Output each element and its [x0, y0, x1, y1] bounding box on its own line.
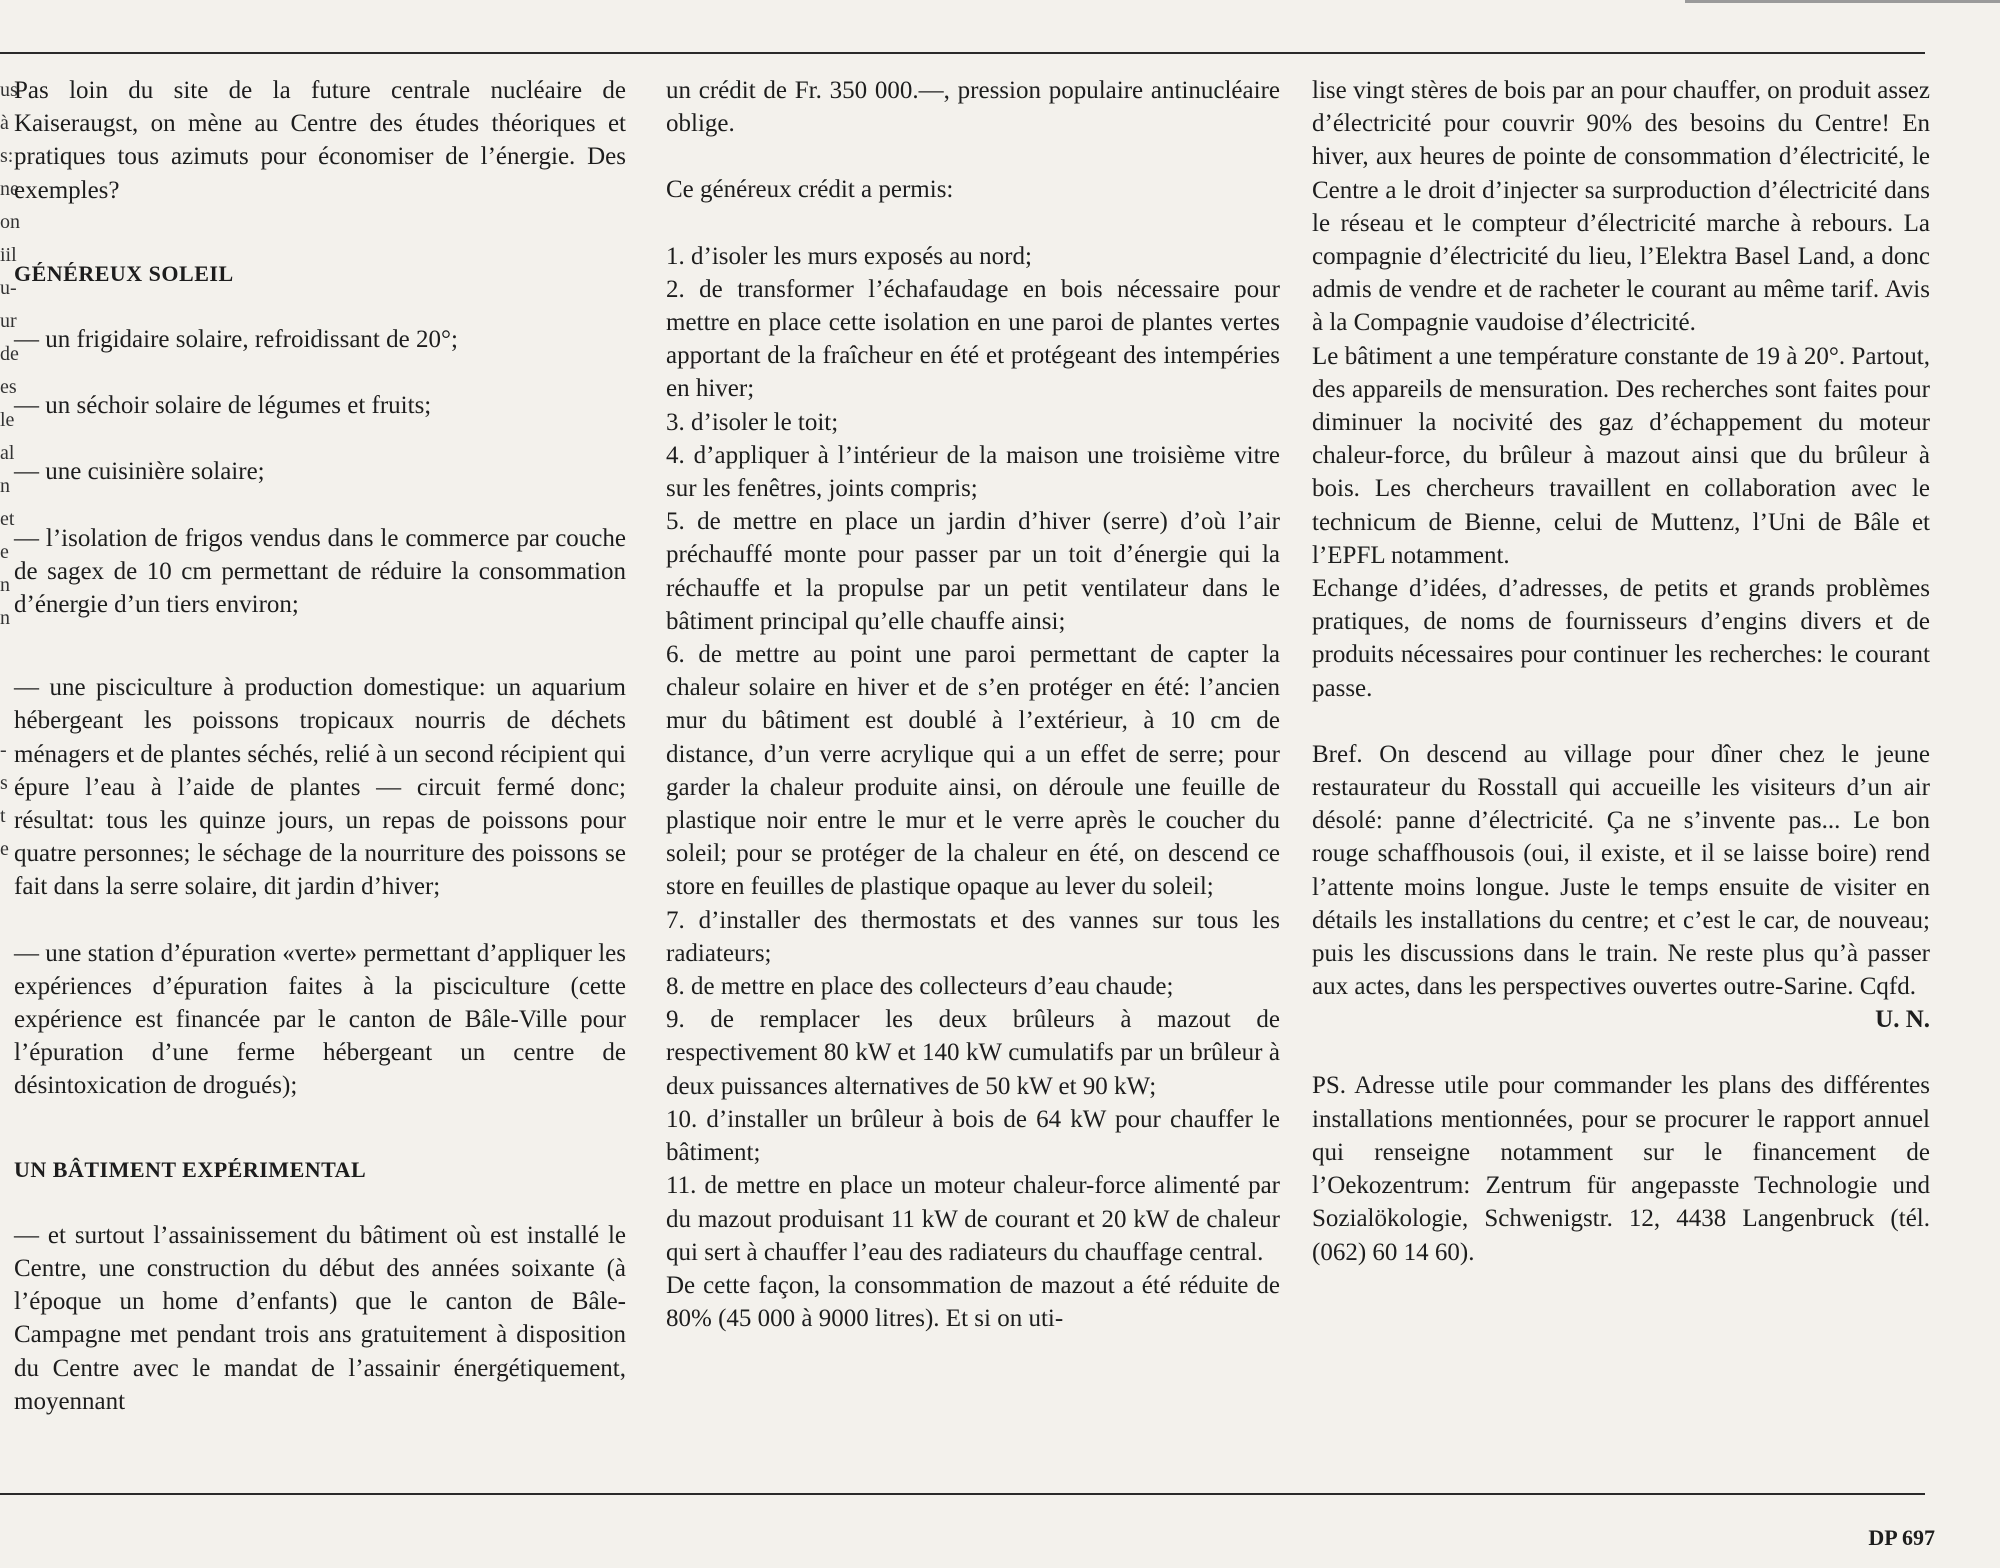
credit-intro: Ce généreux crédit a permis: — [666, 176, 954, 204]
margin-fragment: le — [0, 409, 15, 431]
credit-paragraph: un crédit de Fr. 350 000.—, pression populaire antinucléaire oblige. — [666, 77, 1280, 138]
numbered-item: 1. d’isoler les murs exposés au nord; — [666, 242, 1032, 270]
ps-paragraph: PS. Adresse utile pour commander les plans des différentes installations mentionnées, pour se procurer le rapport annuel qui renseigne notamment sur le financement de l’Oekozentrum: Zentrum für angepasste Technologie und Sozialökologie, Schwenigstr. 12, 4438 Langenbruck (tél. (062) 60 14 60). — [1312, 1072, 1930, 1266]
numbered-item: 5. de mettre en place un jardin d’hiver (serre) d’où l’air préchauffé monte pour passer par un toit d’énergie qui la réchauffe et la propulse par un petit ventilateur dans le bâtiment principal qu’elle chauffe ainsi; — [666, 508, 1280, 635]
temperature-paragraph: Le bâtiment a une température constante de 19 à 20°. Partout, des appareils de mensuration. Des recherches sont faites pour diminuer la nocivité des gaz d’échappement du moteur chaleur-force, du brûleur à mazout ainsi que du brûleur à bois. Les chercheurs travaillent en collaboration avec le technicum de Bienne, celui de Muttenz, l’Uni de Bâle et l’EPFL notamment. — [1312, 342, 1930, 569]
column-3 — [1312, 74, 1930, 1269]
bottom-rule — [0, 1493, 1925, 1495]
numbered-item: 7. d’installer des thermostats et des vannes sur tous les radiateurs; — [666, 906, 1280, 967]
margin-fragment: et — [0, 508, 15, 530]
result-paragraph: De cette façon, la consommation de mazout a été réduite de 80% (45 000 à 9000 litres). Et si on uti- — [666, 1271, 1280, 1333]
margin-fragment: es — [0, 376, 17, 398]
margin-fragment: al — [0, 442, 15, 464]
numbered-item: 8. de mettre en place des collecteurs d’eau chaude; — [666, 973, 1174, 1001]
margin-fragment: n — [0, 607, 10, 629]
numbered-item: 9. de remplacer les deux brûleurs à mazout de respectivement 80 kW et 140 kW cumulatifs par un brûleur à deux puissances alternatives de 50 kW et 90 kW; — [666, 1006, 1280, 1100]
margin-fragment: ne — [0, 178, 19, 200]
exchange-paragraph: Echange d’idées, d’adresses, de petits et grands problèmes pratiques, de noms de fournisseurs d’engins divers et de produits nécessaires pour continuer les recherches: le courant passe. — [1312, 575, 1930, 702]
list-item: — l’isolation de frigos vendus dans le commerce par couche de sagex de 10 cm permettant de réduire la consommation d’énergie d’un tiers environ; — [14, 524, 626, 619]
margin-fragment: e — [0, 541, 9, 563]
conclusion-paragraph — [1312, 738, 1930, 1034]
margin-fragment: n — [0, 574, 10, 596]
margin-fragment: s — [0, 772, 8, 794]
list-item: — un frigidaire solaire, refroidissant de 20°; — [14, 326, 458, 354]
top-right-rule — [1685, 0, 2000, 3]
list-item: — une station d’épuration «verte» permettant d’appliquer les expériences d’épuration faites à la pisciculture (cette expérience est financée par le canton de Bâle-Ville pour l’épuration d’une ferme hébergeant un centre de désintoxication de drogués); — [14, 939, 626, 1100]
numbered-item: 6. de mettre au point une paroi permettant de capter la chaleur solaire en hiver et de s’en protéger en été: l’ancien mur du bâtiment est doublé à l’extérieur, à 10 cm de distance, d’un verre acrylique qui a un effet de serre; pour garder la chaleur produite ainsi, on déroule une feuille de plastique noir entre le mur et le verre après le coucher du soleil; pour se protéger de la chaleur en été, on descend ce store en feuilles de plastique opaque au lever du soleil; — [666, 641, 1280, 901]
margin-fragment: us — [0, 79, 18, 101]
margin-fragment: iil — [0, 244, 17, 266]
margin-fragment: e — [0, 838, 9, 860]
numbered-item: 11. de mettre en place un moteur chaleur-force alimenté par du mazout produisant 11 kW de courant et 20 kW de chaleur qui sert à chauffer l’eau des radiateurs du chauffage central. — [666, 1172, 1280, 1266]
list-item: — une pisciculture à production domestique: un aquarium hébergeant les poissons tropicaux nourris de déchets ménagers et de plantes séchés, relié à un second récipient qui épure l’eau à l’aide de plantes — circuit fermé donc; résultat: tous les quinze jours, un repas de poissons pour quatre personnes; le séchage de la nourriture des poissons se fait dans la serre solaire, dit jardin d’hiver; — [14, 674, 626, 901]
column-1 — [14, 74, 626, 1418]
margin-fragment: n — [0, 475, 10, 497]
numbered-item: 4. d’appliquer à l’intérieur de la maison une troisième vitre sur les fenêtres, joints compris; — [666, 441, 1280, 503]
numbered-item: 10. d’installer un brûleur à bois de 64 kW pour chauffer le bâtiment; — [666, 1105, 1280, 1167]
conclusion-text: Bref. On descend au village pour dîner chez le jeune restaurateur du Rosstall qui accueille les visiteurs d’un air désolé: panne d’électricité. Ça ne s’invente pas... Le bon rouge schaffhousois (oui, il existe, et il se laisse boire) rend l’attente moins longue. Juste le temps ensuite de visiter en détails les installations du centre; et c’est le car, de nouveau; puis les discussions dans le train. Ne reste plus qu’à passer aux actes, dans les perspectives ouvertes outre-Sarine. Cqfd. — [1312, 740, 1930, 1001]
intro-paragraph: Pas loin du site de la future centrale nucléaire de Kaiseraugst, on mène au Centre des études théoriques et pratiques tous azimuts pour économiser de l’énergie. Des exemples? — [14, 77, 626, 204]
list-item: — un séchoir solaire de légumes et fruits; — [14, 392, 432, 420]
top-rule — [0, 52, 1925, 54]
author-signature: U. N. — [1875, 1006, 1930, 1034]
numbered-item: 2. de transformer l’échafaudage en bois nécessaire pour mettre en place cette isolation en une paroi de plantes vertes apportant de la fraîcheur en été et protégeant des intempéries en hiver; — [666, 275, 1280, 403]
margin-fragment: de — [0, 343, 19, 365]
margin-fragment: u- — [0, 277, 17, 299]
margin-fragment: on — [0, 211, 20, 233]
list-item: — une cuisinière solaire; — [14, 458, 265, 486]
section-heading-batiment: UN BÂTIMENT EXPÉRIMENTAL — [14, 1156, 367, 1182]
electricity-paragraph: lise vingt stères de bois par an pour chauffer, on produit assez d’électricité pour couvrir 90% des besoins du Centre! En hiver, aux heures de pointe de consommation d’électricité, le Centre a le droit d’injecter sa surproduction d’électricité dans le réseau et le compteur d’électricité marche à rebours. La compagnie d’électricité du lieu, l’Elektra Basel Land, a donc admis de vendre et de racheter le courant au même tarif. Avis à la Compagnie vaudoise d’électricité. — [1312, 77, 1930, 337]
closing-paragraph: — et surtout l’assainissement du bâtiment où est installé le Centre, une construction du début des années soixante (à l’époque un home d’enfants) que le canton de Bâle-Campagne met pendant trois ans gratuitement à disposition du Centre avec le mandat de l’assainir énergétiquement, moyennant — [14, 1221, 626, 1415]
page-number: DP 697 — [1868, 1525, 1935, 1550]
margin-fragment: - — [0, 739, 7, 761]
section-heading-soleil: GÉNÉREUX SOLEIL — [14, 260, 234, 286]
margin-fragment: t — [0, 805, 6, 827]
margin-fragment: s: — [0, 145, 14, 167]
numbered-item: 3. d’isoler le toit; — [666, 408, 839, 436]
margin-fragment: à — [0, 112, 9, 134]
margin-fragment: ur — [0, 310, 17, 332]
column-2 — [666, 74, 1280, 1335]
